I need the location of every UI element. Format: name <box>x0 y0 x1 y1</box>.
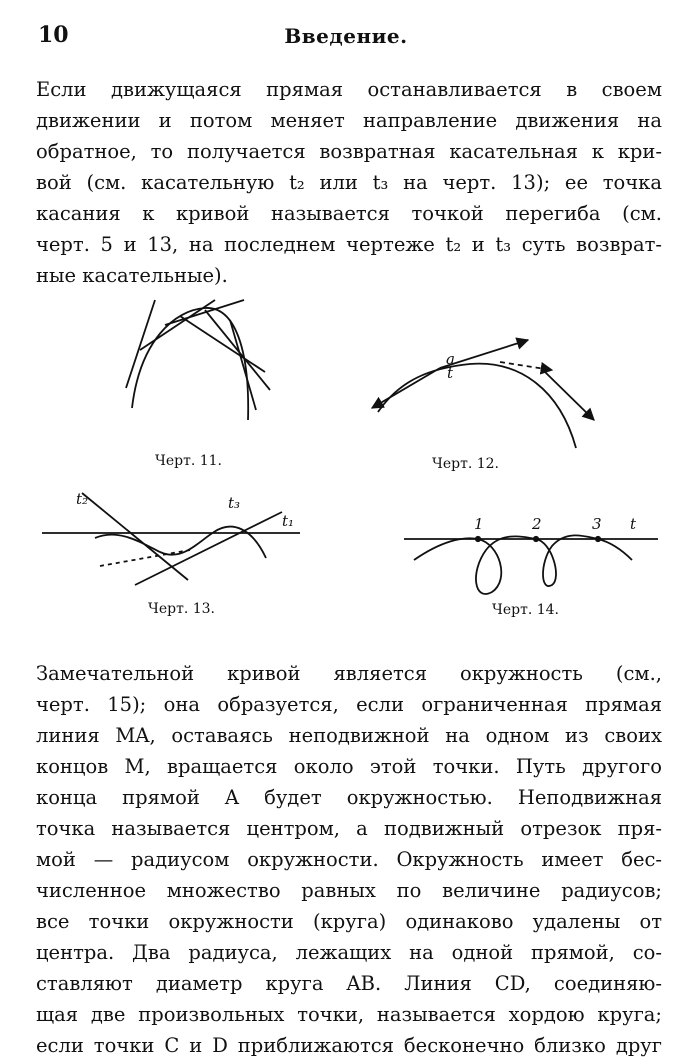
fig12-label-a: a <box>446 350 455 368</box>
fig14-point <box>476 537 480 541</box>
fig12-caption: Черт. 12. <box>432 456 499 472</box>
figure-11 <box>126 300 270 420</box>
text-line: точка называется центром, а подвижный отрезок пря- <box>36 817 662 840</box>
fig14-label-1: 1 <box>474 515 484 533</box>
text-line: щая две произвольных точки, называется хордою круга; <box>36 1003 662 1026</box>
fig12-curve <box>378 364 576 448</box>
fig14-label-2: 2 <box>532 515 542 533</box>
figures-block <box>0 280 692 640</box>
text-line: конца прямой A будет окружностью. Неподвижная <box>36 786 662 809</box>
text-line: все точки окружности (круга) одинаково удалены от <box>36 910 662 933</box>
text-line: если точки C и D приближаются бесконечно близко друг <box>36 1034 662 1057</box>
text-line: ные касательные). <box>36 264 228 287</box>
fig11-caption: Черт. 11. <box>155 453 222 469</box>
text-line: мой — радиусом окружности. Окружность имеет бес- <box>36 848 662 871</box>
text-line: центра. Два радиуса, лежащих на одной прямой, со- <box>36 941 662 964</box>
figures-drawing <box>0 280 692 640</box>
fig14-caption: Черт. 14. <box>492 602 559 618</box>
page-number: 10 <box>38 22 69 48</box>
fig11-tangent <box>140 300 215 350</box>
figure-14 <box>404 535 658 594</box>
text-line: вой (см. касательную t₂ или t₃ на черт. 13); ее точка <box>36 171 662 194</box>
text-line: линия MA, оставаясь неподвижной на одном из своих <box>36 724 662 747</box>
fig12-tangent-arrow <box>372 368 440 408</box>
paragraph-circle <box>36 658 662 1061</box>
fig14-label-3: 3 <box>592 515 602 533</box>
figure-12 <box>372 340 594 448</box>
fig13-caption: Черт. 13. <box>148 601 215 617</box>
fig11-tangent <box>126 300 155 388</box>
text-line: черт. 15); она образуется, если ограниченная прямая <box>36 693 662 716</box>
fig11-tangent <box>205 310 270 390</box>
text-line: ставляют диаметр круга AB. Линия CD, соединяю- <box>36 972 662 995</box>
fig14-point <box>596 537 600 541</box>
text-line: концов M, вращается около этой точки. Путь другого <box>36 755 662 778</box>
page-header <box>38 22 654 52</box>
fig14-curve <box>414 535 632 594</box>
paragraph-inflection <box>36 74 662 291</box>
text-line: обратное, то получается возвратная касательная к кри- <box>36 140 662 163</box>
fig11-tangent <box>180 316 265 372</box>
running-title: Введение. <box>284 24 408 48</box>
text-line: движении и потом меняет направление движения на <box>36 109 662 132</box>
fig13-label-t1: t₁ <box>282 512 295 530</box>
text-line: черт. 5 и 13, на последнем чертеже t₂ и t₃ суть возврат- <box>36 233 662 256</box>
fig14-label-t: t <box>630 515 637 533</box>
fig14-point <box>534 537 538 541</box>
fig13-curve <box>95 527 266 558</box>
fig13-label-t2: t₂ <box>76 490 89 508</box>
fig12-tangent-arrow <box>545 372 594 420</box>
text-line: численное множество равных по величине радиусов; <box>36 879 662 902</box>
text-line: Замечательной кривой является окружность (см., <box>36 662 662 685</box>
fig11-tangent <box>230 320 256 410</box>
text-line: касания к кривой называется точкой перегиба (см. <box>36 202 662 225</box>
fig11-tangent <box>165 300 244 325</box>
fig12-label-t: t <box>447 364 454 382</box>
fig13-label-t3: t₃ <box>228 494 241 512</box>
text-line: Если движущаяся прямая останавливается в своем <box>36 78 662 101</box>
